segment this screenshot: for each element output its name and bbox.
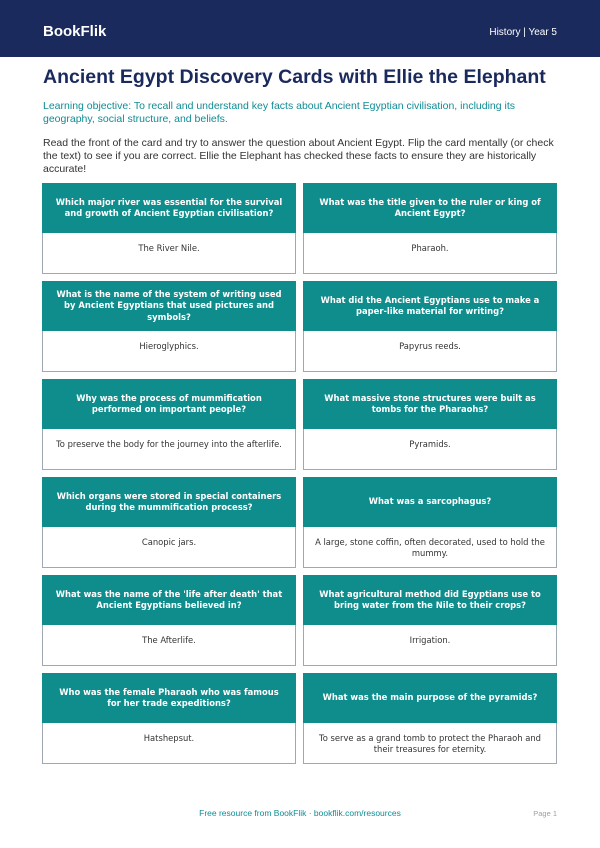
page-title: Ancient Egypt Discovery Cards with Ellie the Elephant [43, 66, 546, 88]
discovery-card [303, 477, 557, 568]
discovery-card [303, 281, 557, 372]
card-answer: Hieroglyphics. [42, 331, 296, 372]
subject-year-label: History | Year 5 [489, 27, 557, 38]
discovery-card [42, 183, 296, 274]
card-question: What was the main purpose of the pyramids? [303, 673, 557, 723]
card-question: What was the title given to the ruler or king of Ancient Egypt? [303, 183, 557, 233]
discovery-card [42, 379, 296, 470]
card-question: Which organs were stored in special containers during the mummification process? [42, 477, 296, 527]
card-question: What is the name of the system of writing used by Ancient Egyptians that used pictures and symbols? [42, 281, 296, 331]
card-answer: Pharaoh. [303, 233, 557, 274]
card-question: Which major river was essential for the survival and growth of Ancient Egyptian civilisation? [42, 183, 296, 233]
page-number: Page 1 [533, 809, 557, 818]
header-bar [0, 0, 600, 57]
discovery-card [303, 673, 557, 764]
discovery-card [303, 183, 557, 274]
card-question: What did the Ancient Egyptians use to make a paper-like material for writing? [303, 281, 557, 331]
discovery-card [303, 379, 557, 470]
card-grid [42, 183, 557, 764]
card-answer: To preserve the body for the journey into the afterlife. [42, 429, 296, 470]
card-answer: Hatshepsut. [42, 723, 296, 764]
card-answer: To serve as a grand tomb to protect the Pharaoh and their treasures for eternity. [303, 723, 557, 764]
card-question: Who was the female Pharaoh who was famous for her trade expeditions? [42, 673, 296, 723]
card-answer: Pyramids. [303, 429, 557, 470]
card-question: What agricultural method did Egyptians use to bring water from the Nile to their crops? [303, 575, 557, 625]
brand-logo[interactable]: BookFlik [43, 23, 107, 40]
card-answer: Irrigation. [303, 625, 557, 666]
card-question: What was a sarcophagus? [303, 477, 557, 527]
instructions: Read the front of the card and try to answer the question about Ancient Egypt. Flip the card mentally (or check the text) to see if you are correct. Ellie the Elephant has checked these facts to ensure they are historically accurate! [43, 137, 554, 175]
card-answer: Canopic jars. [42, 527, 296, 568]
discovery-card [303, 575, 557, 666]
learning-objective: Learning objective: To recall and understand key facts about Ancient Egyptian civilisation, including its geography, social structure, and beliefs. [43, 100, 516, 125]
card-answer: Papyrus reeds. [303, 331, 557, 372]
discovery-card [42, 281, 296, 372]
discovery-card [42, 477, 296, 568]
card-question: What was the name of the 'life after death' that Ancient Egyptians believed in? [42, 575, 296, 625]
card-question: Why was the process of mummification performed on important people? [42, 379, 296, 429]
footer-link[interactable]: Free resource from BookFlik · bookflik.com/resources [199, 808, 401, 818]
card-answer: The River Nile. [42, 233, 296, 274]
card-answer: A large, stone coffin, often decorated, used to hold the mummy. [303, 527, 557, 568]
card-question: What massive stone structures were built as tombs for the Pharaohs? [303, 379, 557, 429]
discovery-card [42, 673, 296, 764]
card-answer: The Afterlife. [42, 625, 296, 666]
discovery-card [42, 575, 296, 666]
